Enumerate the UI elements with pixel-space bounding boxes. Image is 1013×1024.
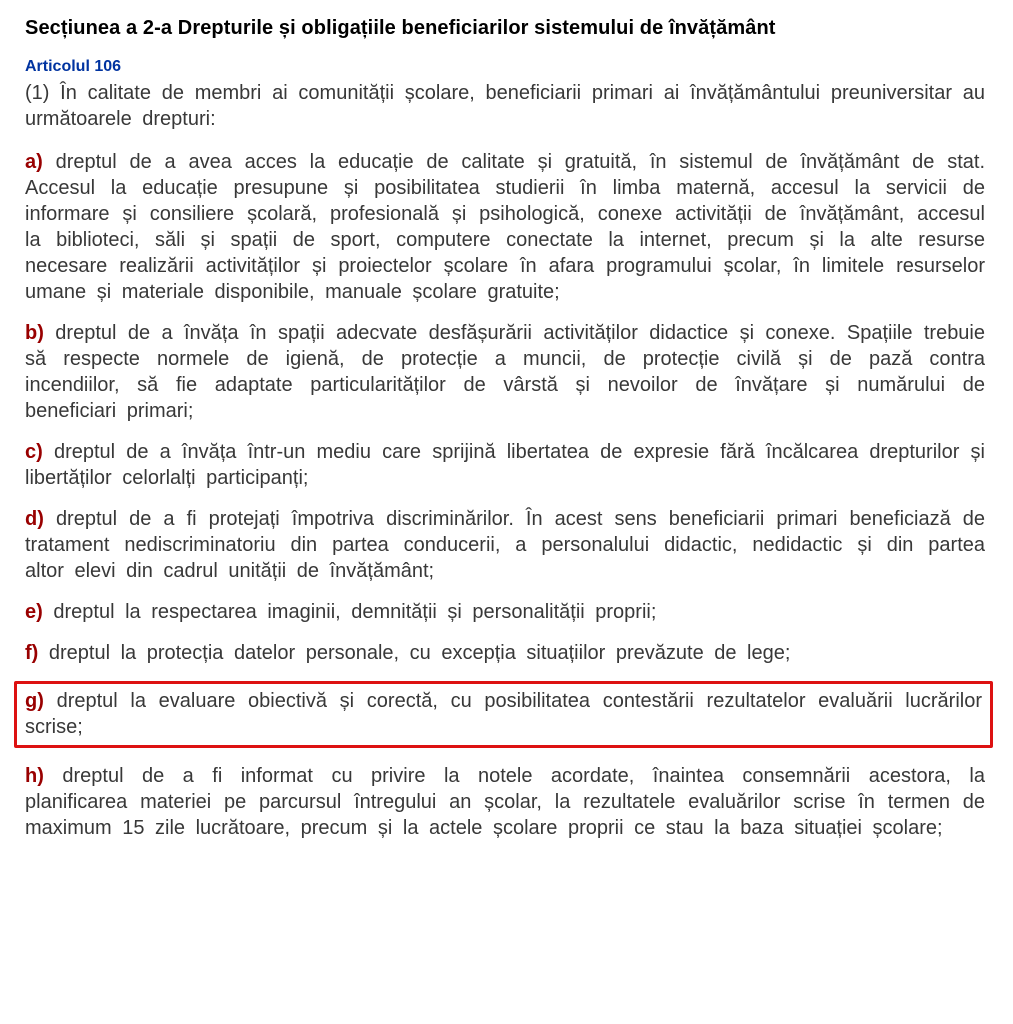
- item-text: dreptul de a fi informat cu privire la notele acordate, înaintea consemnării acestora, la planificarea materiei pe parcursul întregului an școlar, la rezultatele evaluărilor scrise în termen de maximum 15 zile lucrătoare, precum și la actele școlare proprii ce stau la baza situației școlare;: [25, 765, 985, 839]
- item-letter-label: b): [25, 322, 44, 344]
- item-letter-label: c): [25, 441, 43, 463]
- rights-item: [25, 439, 985, 491]
- item-letter-label: a): [25, 151, 43, 173]
- rights-item: [25, 763, 985, 841]
- item-letter-label: f): [25, 642, 39, 664]
- section-title: Secțiunea a 2-a Drepturile și obligațiile beneficiarilor sistemului de învățământ: [25, 17, 776, 39]
- rights-list: [25, 149, 985, 841]
- item-letter-label: h): [25, 765, 44, 787]
- item-text: dreptul de a avea acces la educație de calitate și gratuită, în sistemul de învățământ de stat. Accesul la educație presupune și posibilitatea studierii în limba maternă, accesul la servicii de informare și consiliere școlară, profesională și psihologică, conexe activității de învățământ, accesul la biblioteci, săli și spații de sport, computere conectate la internet, precum și la alte resurse necesare realizării activităților și proiectelor școlare în afara programului școlar, în limitele resurselor umane și materiale disponibile, manuale școlare gratuite;: [25, 151, 986, 303]
- item-text: dreptul la respectarea imaginii, demnității și personalității proprii;: [53, 601, 657, 623]
- rights-item: [25, 640, 985, 666]
- item-letter-label: d): [25, 508, 44, 530]
- rights-item: [25, 506, 985, 584]
- item-letter-label: g): [25, 690, 44, 712]
- rights-item: [14, 681, 993, 748]
- intro-paragraph: (1) În calitate de membri ai comunității școlare, beneficiarii primari ai învățământului preuniversitar au următoarele drepturi:: [25, 82, 985, 130]
- rights-item: [25, 320, 985, 424]
- rights-item: [25, 149, 985, 305]
- item-text: dreptul de a fi protejați împotriva discriminărilor. În acest sens beneficiarii primari beneficiază de tratament nediscriminatoriu din partea conducerii, a personalului didactic, nedidactic și din partea altor elevi din cadrul unității de învățământ;: [25, 508, 985, 582]
- rights-item: [25, 599, 985, 625]
- item-text: dreptul la evaluare obiectivă și corectă, cu posibilitatea contestării rezultatelor evaluării lucrărilor scrise;: [25, 690, 982, 738]
- item-text: dreptul la protecția datelor personale, cu excepția situațiilor prevăzute de lege;: [48, 642, 791, 664]
- item-text: dreptul de a învăța într-un mediu care sprijină libertatea de expresie fără încălcarea drepturilor și libertăților celorlalți participanți;: [25, 441, 985, 489]
- item-text: dreptul de a învăța în spații adecvate desfășurării activităților didactice și conexe. Spațiile trebuie să respecte normele de igienă, de protecție a muncii, de protecție civilă și de pază contra incendiilor, să fie adaptate particularităților de vârstă și nevoilor de învățare și numărului de beneficiari primari;: [25, 322, 986, 422]
- article-link[interactable]: Articolul 106: [25, 58, 122, 75]
- item-letter-label: e): [25, 601, 43, 623]
